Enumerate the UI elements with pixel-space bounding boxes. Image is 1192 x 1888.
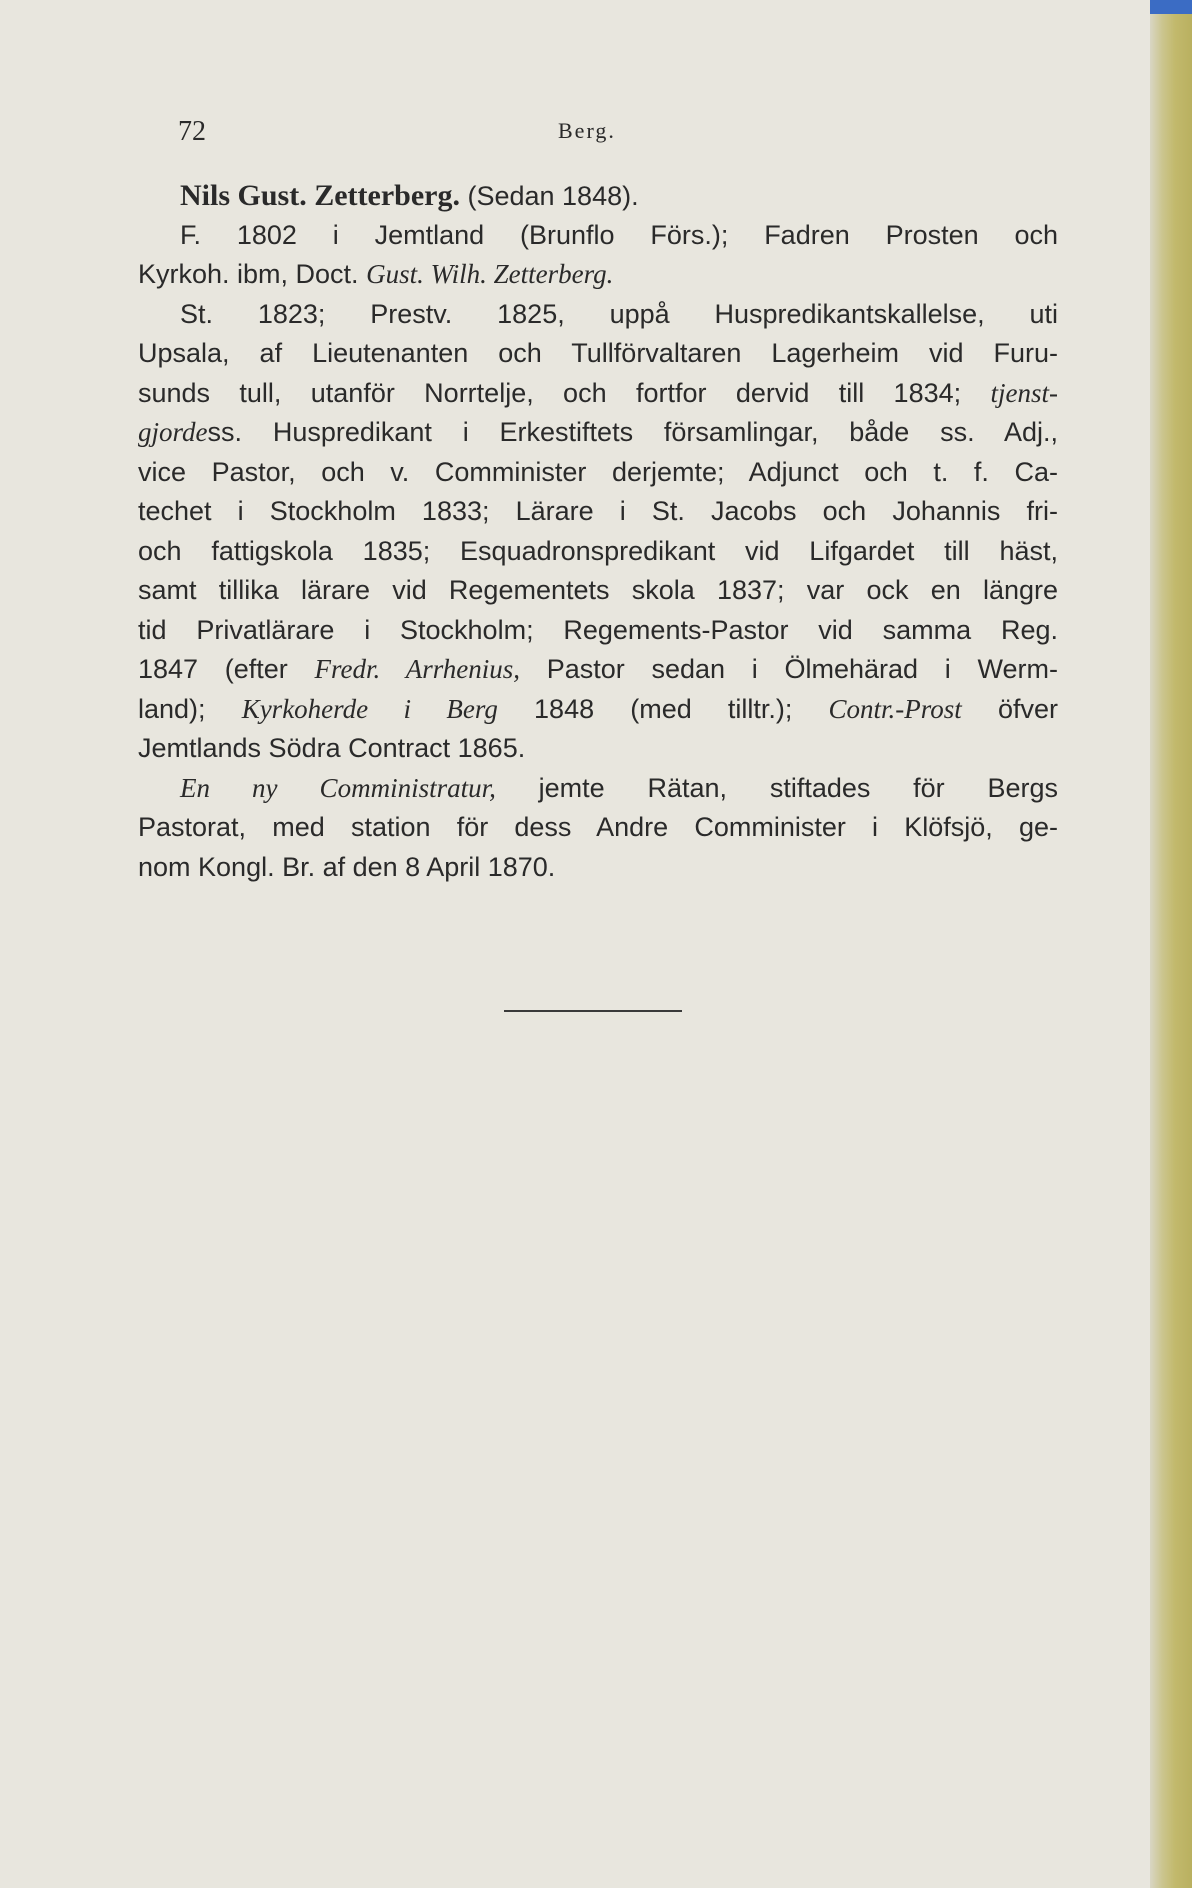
page-number: 72 bbox=[178, 116, 206, 147]
scan-edge-marker bbox=[1150, 0, 1192, 14]
biography-entry bbox=[138, 176, 1058, 887]
entry-line: F. 1802 i Jemtland (Brunflo Förs.); Fadren Prosten och bbox=[180, 219, 1058, 250]
person-name: Nils Gust. Zetterberg. bbox=[180, 179, 460, 212]
entry-line: vice Pastor, och v. Comminister derjemte; Adjunct och t. f. Ca- bbox=[138, 456, 1058, 487]
entry-line: sunds tull, utanför Norrtelje, och fortfor dervid till 1834; tjenst- bbox=[138, 377, 1058, 408]
note-line: Pastorat, med station för dess Andre Comminister i Klöfsjö, ge- bbox=[138, 812, 1058, 842]
father-name: Gust. Wilh. Zetterberg. bbox=[366, 259, 614, 289]
note-line: nom Kongl. Br. af den 8 April 1870. bbox=[138, 851, 556, 882]
note-line: En ny Comministratur, jemte Rätan, stiftades för Bergs bbox=[180, 772, 1058, 803]
section-divider bbox=[504, 1010, 682, 1012]
tenure-note: (Sedan 1848). bbox=[467, 181, 639, 211]
entry-line: land); Kyrkoherde i Berg 1848 (med tilltr.); Contr.-Prost öfver bbox=[138, 693, 1058, 724]
page-header bbox=[178, 116, 1058, 156]
entry-line: samt tillika lärare vid Regementets skola 1837; var ock en längre bbox=[138, 575, 1058, 605]
entry-line: 1847 (efter Fredr. Arrhenius, Pastor sedan i Ölmehärad i Werm- bbox=[138, 654, 1058, 684]
entry-line: techet i Stockholm 1833; Lärare i St. Jacobs och Johannis fri- bbox=[138, 496, 1058, 526]
entry-heading bbox=[138, 176, 1058, 216]
entry-line: tid Privatlärare i Stockholm; Regements-Pastor vid samma Reg. bbox=[138, 614, 1058, 645]
running-head: Berg. bbox=[558, 118, 616, 143]
entry-line: och fattigskola 1835; Esquadronspredikant vid Lifgardet till häst, bbox=[138, 535, 1058, 566]
entry-line: gjordess. Huspredikant i Erkestiftets församlingar, både ss. Adj., bbox=[138, 417, 1058, 447]
entry-line: Kyrkoh. ibm, Doct. Gust. Wilh. Zetterberg. bbox=[138, 259, 614, 289]
entry-line: St. 1823; Prestv. 1825, uppå Huspredikantskallelse, uti bbox=[180, 298, 1058, 329]
entry-line: Upsala, af Lieutenanten och Tullförvaltaren Lagerheim vid Furu- bbox=[138, 338, 1058, 368]
book-edge bbox=[1150, 0, 1192, 1888]
entry-line: Jemtlands Södra Contract 1865. bbox=[138, 733, 526, 763]
